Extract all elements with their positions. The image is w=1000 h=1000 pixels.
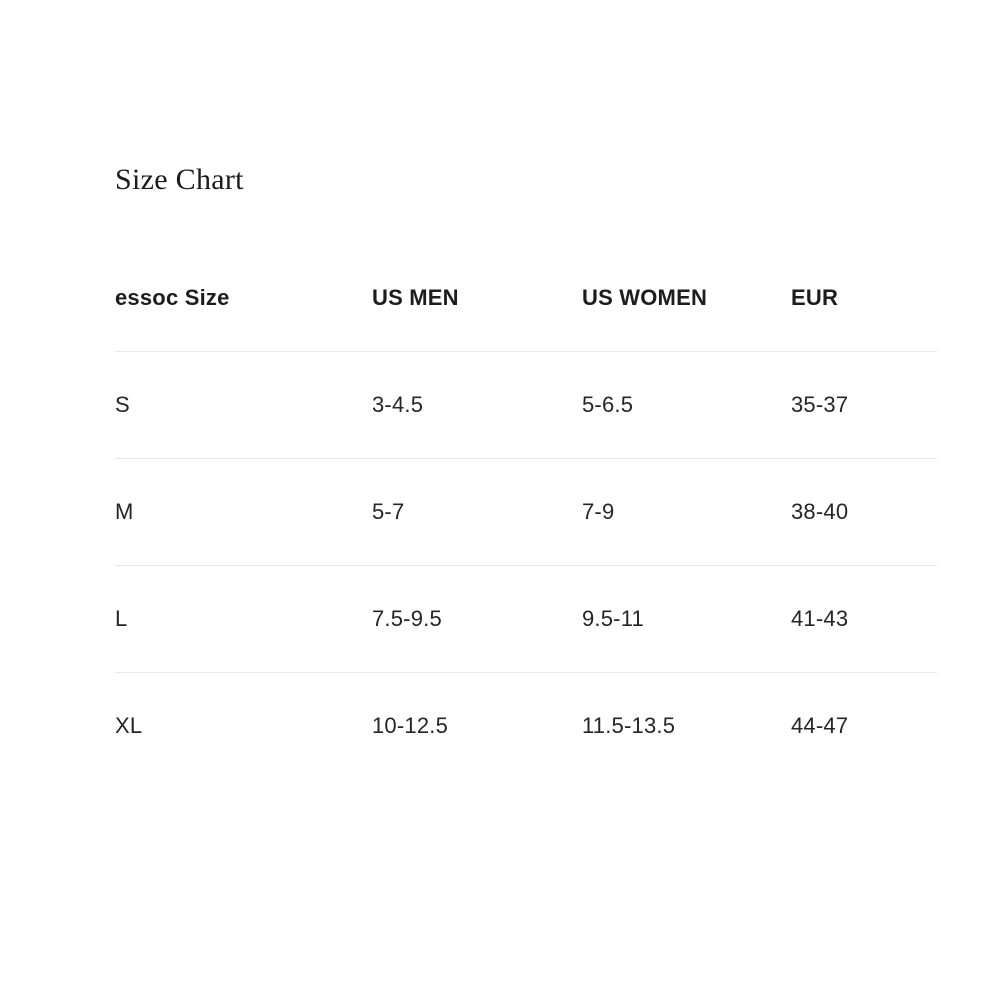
size-value-cell: 38-40	[791, 458, 937, 565]
table-row	[115, 565, 937, 672]
size-value-cell: 5-6.5	[582, 351, 791, 458]
table-row	[115, 672, 937, 779]
size-value-cell: 11.5-13.5	[582, 712, 676, 738]
table-header	[115, 245, 937, 351]
size-value-cell: 7.5-9.5	[372, 565, 582, 672]
size-value-cell: 35-37	[791, 351, 937, 458]
table-row	[115, 351, 937, 458]
size-label-cell: M	[115, 458, 372, 565]
table-body	[115, 351, 937, 779]
size-value-cell: 5-7	[372, 458, 582, 565]
size-label-cell: S	[115, 351, 372, 458]
size-label-cell: XL	[115, 712, 143, 738]
size-value-cell: 7-9	[582, 458, 791, 565]
column-header-eur: EUR	[791, 245, 937, 351]
size-value-cell: 3-4.5	[372, 351, 582, 458]
size-value-cell: 9.5-11	[582, 565, 791, 672]
size-value-cell: 44-47	[791, 712, 849, 738]
size-chart-table	[115, 245, 937, 779]
size-label-cell: L	[115, 565, 372, 672]
header-row	[115, 245, 937, 351]
table-row	[115, 458, 937, 565]
size-value-cell: 10-12.5	[372, 712, 449, 738]
column-header-us-men: US MEN	[372, 245, 582, 351]
column-header-us-women: US WOMEN	[582, 245, 791, 351]
section-title: Size Chart	[115, 163, 244, 196]
column-header-essoc-size: essoc Size	[115, 245, 372, 351]
size-value-cell: 41-43	[791, 565, 937, 672]
